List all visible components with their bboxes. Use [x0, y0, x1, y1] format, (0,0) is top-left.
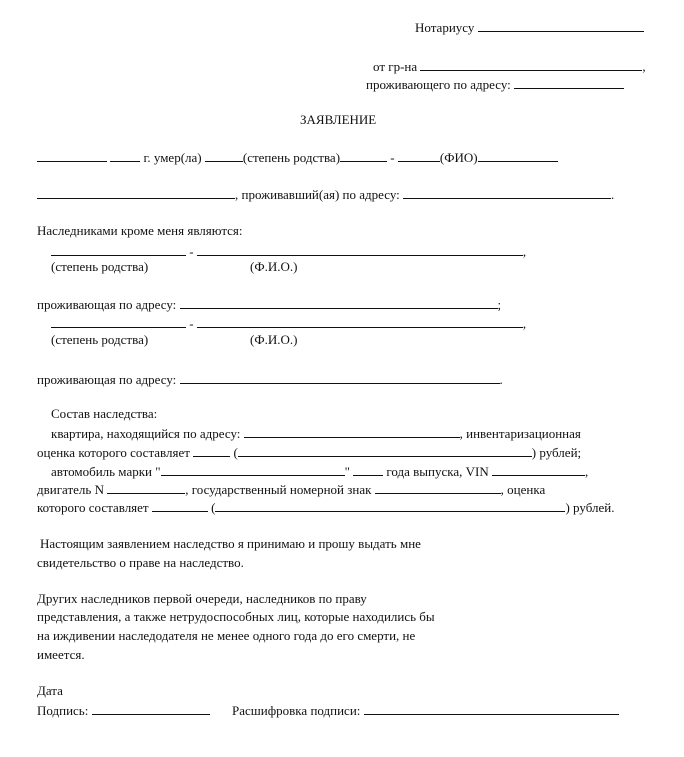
- applicant-name-field[interactable]: [420, 59, 642, 71]
- car-year-field[interactable]: [353, 464, 383, 476]
- statement-line-2: свидетельство о праве на наследство.: [37, 555, 244, 570]
- engine-number-field[interactable]: [107, 482, 185, 494]
- plate-label: , государственный номерной знак: [185, 482, 372, 497]
- dash: -: [189, 244, 194, 259]
- heir-1-fio-field[interactable]: [197, 244, 523, 256]
- from-line: от гр-на ,: [373, 59, 646, 74]
- apartment-label: квартира, находящийся по адресу:: [51, 426, 241, 441]
- notary-name-field[interactable]: [478, 20, 644, 32]
- fio-label: (ФИО): [439, 150, 478, 165]
- valuation-label-2: которого составляет: [37, 500, 149, 515]
- other-heirs-line-2: представления, а также нетрудоспособных лиц, которые находились бы: [37, 609, 435, 624]
- apartment-valuation-line: оценка которого составляет ( ) рублей;: [37, 445, 582, 460]
- valuation-label: оценка которого составляет: [37, 445, 190, 460]
- plate-number-field[interactable]: [375, 482, 501, 494]
- decoding-line: [232, 703, 619, 717]
- engine-line: [37, 482, 545, 496]
- relation-label: (степень родства): [242, 150, 341, 165]
- estate-title: Состав наследства:: [51, 406, 158, 421]
- decoding-label: Расшифровка подписи:: [232, 703, 361, 718]
- dash: -: [189, 316, 194, 331]
- deceased-fio-prefix-field[interactable]: [398, 150, 440, 162]
- heir-2-line: - ,: [51, 316, 526, 330]
- car-label: автомобиль марки ": [51, 464, 161, 479]
- other-heirs-line-4: имеется.: [37, 647, 85, 662]
- statement-line-1: Настоящим заявлением наследство я принимаю и прошу выдать мне: [40, 536, 421, 551]
- died-label: г. умер(ла): [143, 150, 202, 165]
- from-label: от гр-на: [373, 59, 418, 74]
- applicant-address-field[interactable]: [514, 77, 624, 89]
- apartment-line: [51, 426, 581, 440]
- death-year-field[interactable]: [110, 150, 140, 162]
- rubles-label: ) рублей;: [531, 445, 582, 460]
- signature-field[interactable]: [92, 703, 210, 715]
- assessment-label: , оценка: [500, 482, 546, 497]
- vin-field[interactable]: [492, 464, 585, 476]
- heir-2-address-line: проживающая по адресу: .: [37, 372, 503, 387]
- residing-label: проживающего по адресу:: [366, 77, 511, 92]
- other-heirs-line-1: Других наследников первой очереди, наследников по праву: [37, 591, 367, 606]
- heir-2-fio-field[interactable]: [197, 316, 523, 328]
- dash: -: [390, 150, 395, 165]
- signature-line: [37, 703, 210, 717]
- rubles-label-2: ) рублей.: [565, 500, 615, 515]
- heir-1-relation-field[interactable]: [51, 244, 186, 256]
- heir-1-fio-caption: (Ф.И.О.): [250, 259, 298, 274]
- heirs-intro: Наследниками кроме меня являются:: [37, 223, 243, 238]
- heir-2-fio-caption: (Ф.И.О.): [250, 332, 298, 347]
- relation-detail-field[interactable]: [340, 150, 387, 162]
- notary-line: [415, 20, 644, 34]
- year-label: года выпуска, VIN: [386, 464, 489, 479]
- signature-label: Подпись:: [37, 703, 89, 718]
- apartment-valuation-words-field[interactable]: [238, 445, 532, 457]
- other-heirs-line-3: на иждивении наследодателя не менее одного года до его смерти, не: [37, 628, 416, 643]
- heir-2-relation-caption: (степень родства): [51, 332, 149, 347]
- heir-1-address-line: проживающая по адресу: ;: [37, 297, 502, 312]
- heir-1-address-field[interactable]: [180, 297, 498, 309]
- heir-2-address-label: проживающая по адресу:: [37, 372, 177, 387]
- deceased-address-line: , проживавший(ая) по адресу: .: [37, 187, 614, 201]
- deceased-address-field[interactable]: [403, 187, 611, 199]
- lived-label: , проживавший(ая) по адресу:: [235, 187, 400, 202]
- car-valuation-field[interactable]: [152, 500, 208, 512]
- death-line: [37, 150, 558, 164]
- page-title: ЗАЯВЛЕНИЕ: [300, 112, 377, 127]
- inventory-label: , инвентаризационная: [459, 426, 581, 441]
- car-valuation-words-field[interactable]: [215, 500, 565, 512]
- date-label: Дата: [37, 683, 63, 698]
- car-make-field[interactable]: [161, 464, 345, 476]
- deceased-name-field[interactable]: [37, 187, 235, 199]
- deceased-fio-field[interactable]: [478, 150, 558, 162]
- quote: ": [344, 464, 350, 479]
- relation-field[interactable]: [205, 150, 243, 162]
- residing-line: [366, 77, 624, 91]
- death-day-field[interactable]: [37, 150, 107, 162]
- heir-2-relation-field[interactable]: [51, 316, 186, 328]
- car-valuation-line: которого составляет ( ) рублей.: [37, 500, 615, 515]
- heir-1-line: - ,: [51, 244, 526, 258]
- apartment-valuation-field[interactable]: [193, 445, 230, 457]
- car-line: автомобиль марки " " года выпуска, VIN ,: [51, 464, 589, 479]
- notary-label: Нотариусу: [415, 20, 475, 35]
- heir-1-relation-caption: (степень родства): [51, 259, 149, 274]
- heir-2-address-field[interactable]: [180, 372, 500, 384]
- decoding-field[interactable]: [364, 703, 619, 715]
- apartment-address-field[interactable]: [244, 426, 460, 438]
- heir-1-address-label: проживающая по адресу:: [37, 297, 177, 312]
- engine-label: двигатель N: [37, 482, 104, 497]
